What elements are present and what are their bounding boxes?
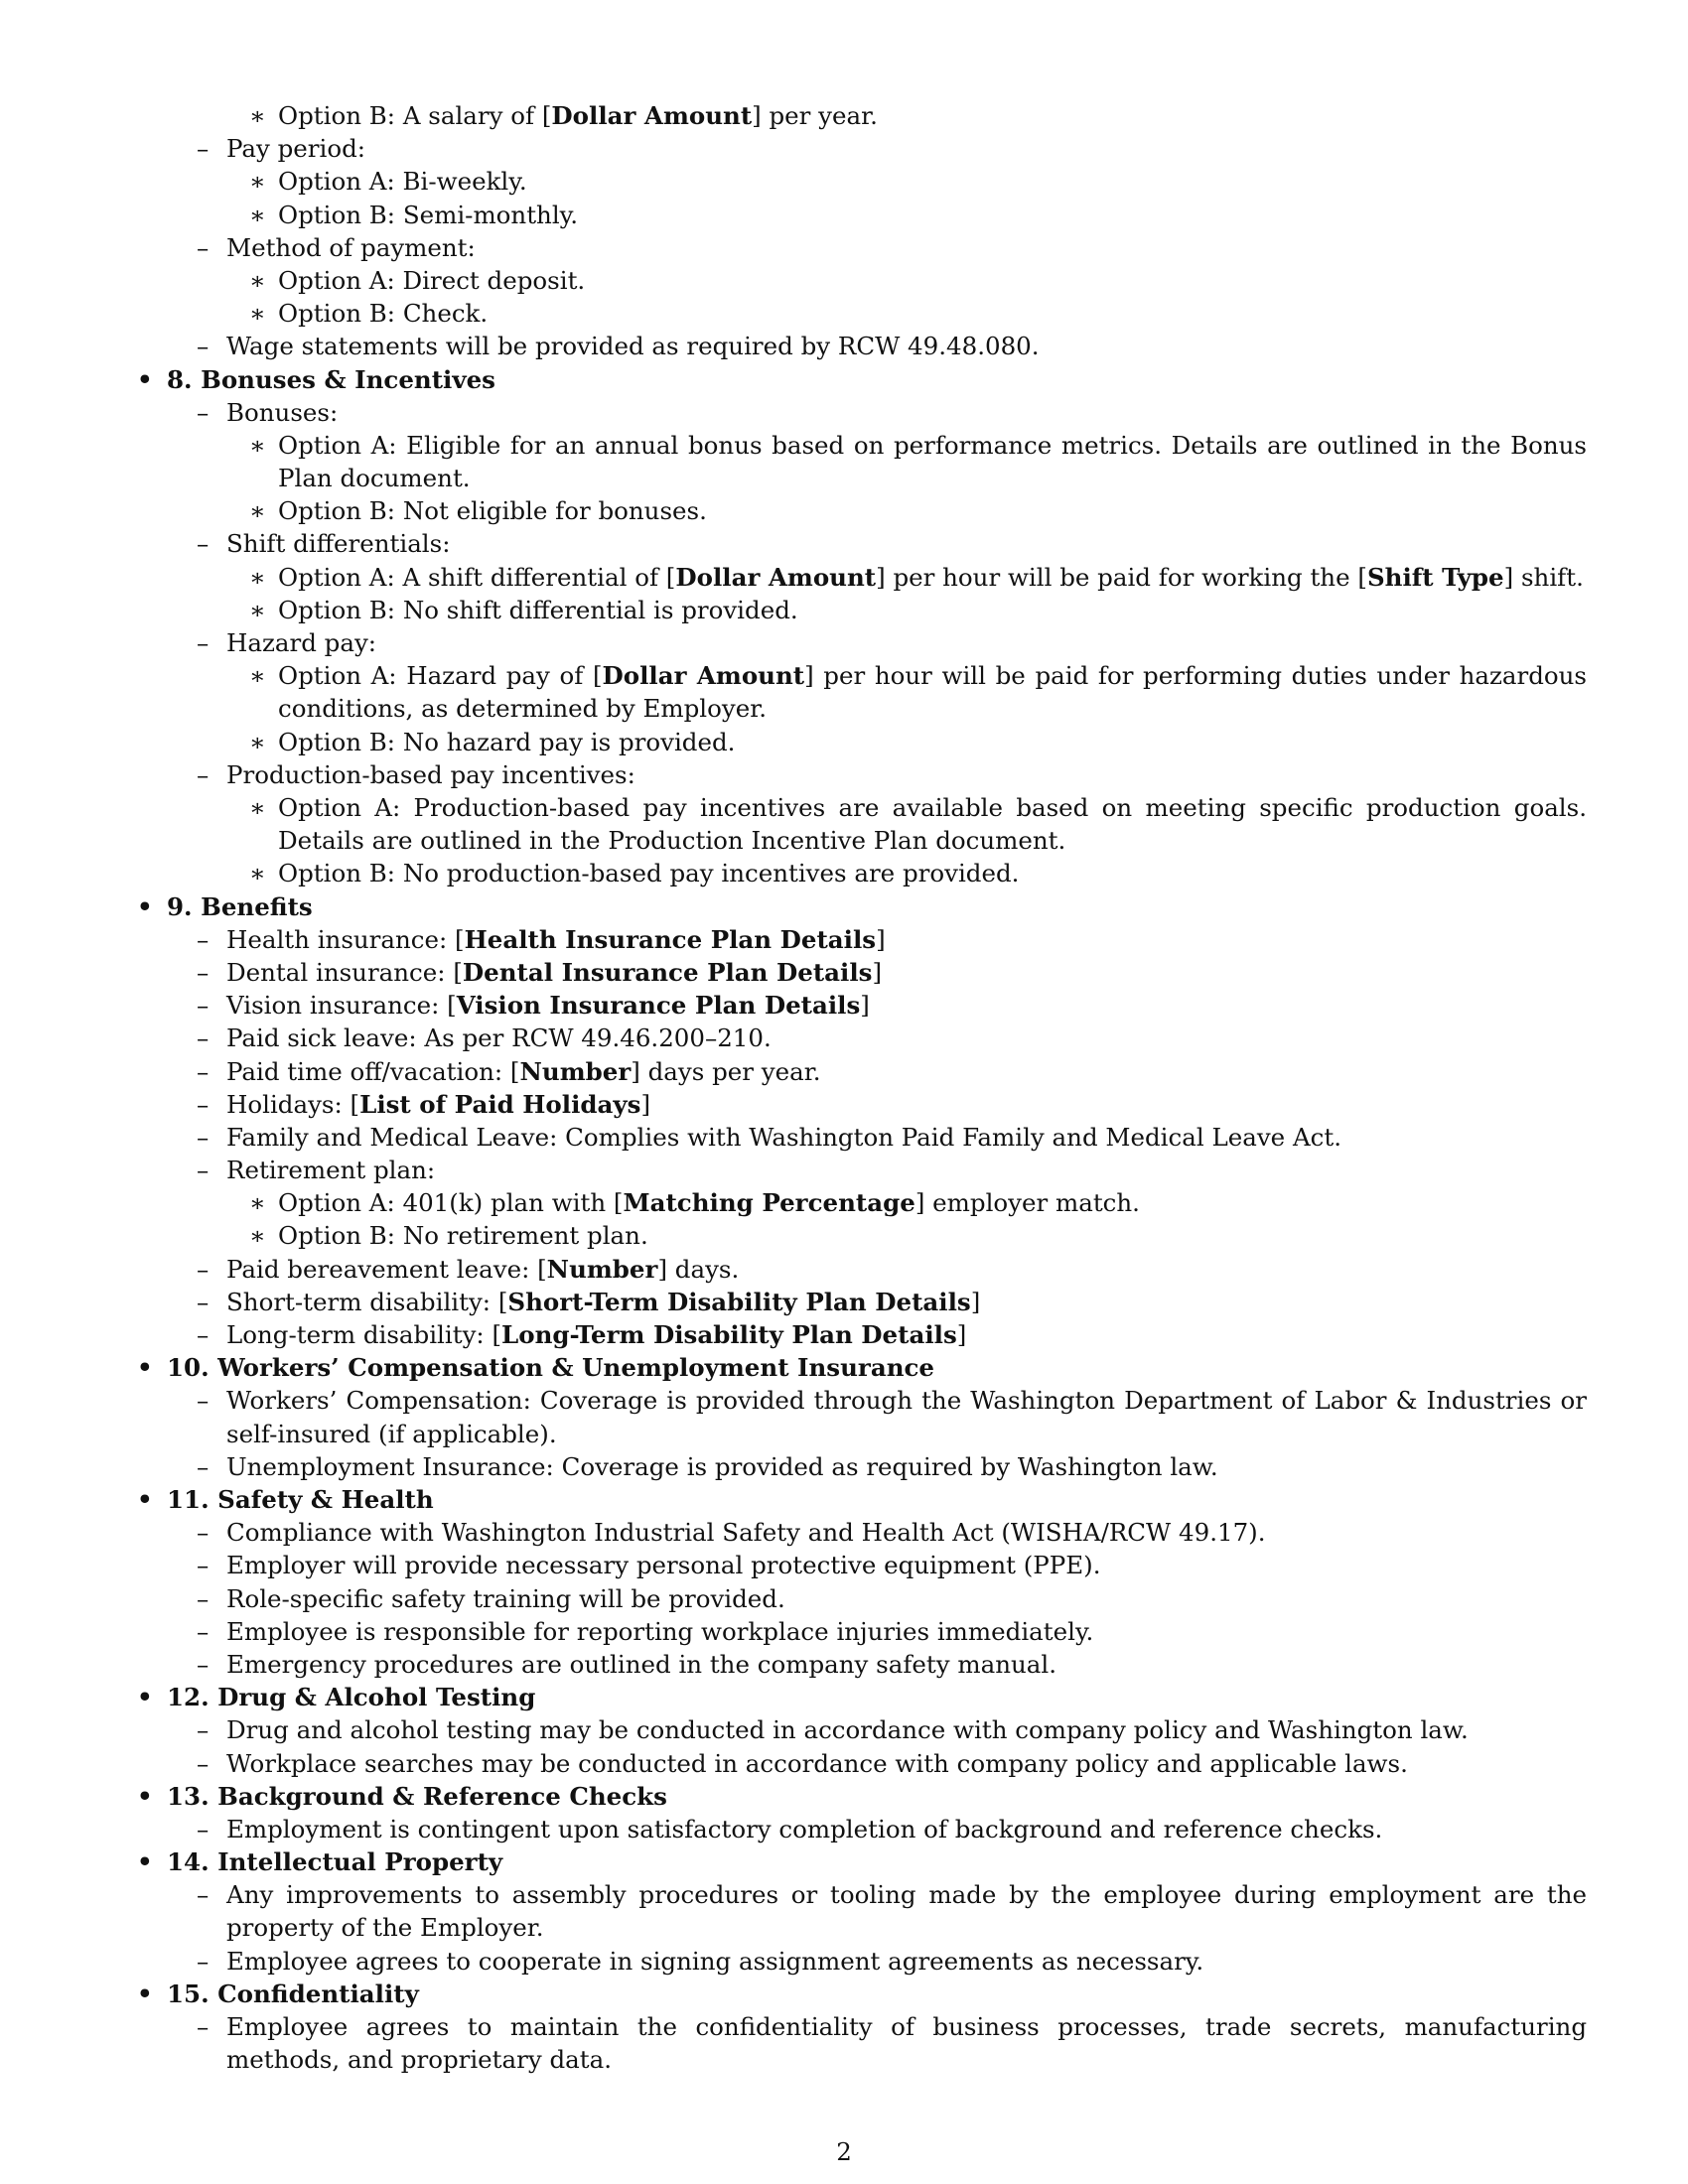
dash-marker: – [197,924,210,954]
ip-item: – Any improvements to assembly procedures or tooling made by the employee during employment are the property of the Employer. [197,1880,1587,1943]
payment-method-option-b: ∗ Option B: Check. [0,297,1587,330]
dash-marker: – [197,2012,210,2042]
section-9-heading: • 9. Benefits [0,890,1587,923]
bonuses-label: – Bonuses: [0,396,1587,429]
bullet-marker: • [137,1847,153,1877]
star-marker: ∗ [249,595,266,624]
section-13-heading: • 13. Background & Reference Checks [0,1780,1587,1813]
star-marker: ∗ [249,265,266,295]
salary-option-b: ∗ Option B: A salary of [Dollar Amount] per year. [0,99,1587,132]
dash-marker: – [197,1386,210,1416]
star-marker: ∗ [249,562,266,592]
vision-insurance-item: – Vision insurance: [Vision Insurance Plan Details] [0,989,1587,1022]
payment-method-label: – Method of payment: [0,231,1587,264]
dash-marker: – [197,628,210,658]
dash-marker: – [197,1254,210,1284]
document-body [0,99,1688,2076]
bonuses-option-b: ∗ Option B: Not eligible for bonuses. [0,494,1587,527]
page-number: 2 [836,2137,852,2166]
dash-marker: – [197,991,210,1021]
production-incentives-label: – Production-based pay incentives: [0,758,1587,791]
safety-item: – Employer will provide necessary personal protective equipment (PPE). [0,1549,1587,1581]
star-marker: ∗ [249,200,266,229]
dental-insurance-item: – Dental insurance: [Dental Insurance Plan Details] [0,956,1587,989]
family-leave-item: – Family and Medical Leave: Complies with Washington Paid Family and Medical Leave Act. [0,1121,1587,1154]
drug-testing-item: – Workplace searches may be conducted in accordance with company policy and applicable laws. [0,1747,1587,1780]
dash-marker: – [197,1748,210,1778]
star-marker: ∗ [249,167,266,197]
star-marker: ∗ [249,101,266,130]
dash-marker: – [197,1715,210,1745]
retirement-option-a: ∗ Option A: 401(k) plan with [Matching Percentage] employer match. [0,1186,1587,1219]
safety-item: – Role-specific safety training will be provided. [0,1582,1587,1615]
star-marker: ∗ [249,793,266,822]
dash-marker: – [197,397,210,427]
bereavement-item: – Paid bereavement leave: [Number] days. [0,1253,1587,1286]
star-marker: ∗ [249,430,266,460]
production-option-b: ∗ Option B: No production-based pay incentives are provided. [0,857,1587,889]
production-option-a: ∗ Option A: Production-based pay incentives are available based on meeting specific production goals. Details are outlined in the Production Incentive Plan document. [249,793,1587,856]
bonuses-option-a: ∗ Option A: Eligible for an annual bonus based on performance metrics. Details are outlined in the Bonus Plan document. [249,430,1587,493]
dash-marker: – [197,1946,210,1976]
retirement-plan-label: – Retirement plan: [0,1154,1587,1186]
dash-marker: – [197,759,210,789]
dash-marker: – [197,1518,210,1548]
payment-method-option-a: ∗ Option A: Direct deposit. [0,264,1587,297]
health-insurance-item: – Health insurance: [Health Insurance Plan Details] [0,923,1587,956]
dash-marker: – [197,1287,210,1316]
star-marker: ∗ [249,1221,266,1251]
dash-marker: – [197,1814,210,1843]
background-check-item: – Employment is contingent upon satisfactory completion of background and reference checks. [0,1813,1587,1845]
section-15-heading: • 15. Confidentiality [0,1978,1587,2010]
section-8-heading: • 8. Bonuses & Incentives [0,363,1587,396]
bullet-marker: • [137,1979,153,2008]
dash-marker: – [197,1451,210,1481]
hazard-option-b: ∗ Option B: No hazard pay is provided. [0,726,1587,758]
dash-marker: – [197,1122,210,1152]
section-11-heading: • 11. Safety & Health [0,1483,1587,1516]
star-marker: ∗ [249,859,266,888]
ip-item: – Employee agrees to cooperate in signing assignment agreements as necessary. [0,1945,1587,1978]
dash-marker: – [197,1649,210,1679]
dash-marker: – [197,1320,210,1350]
bullet-marker: • [137,1485,153,1514]
pay-period-option-a: ∗ Option A: Bi-weekly. [0,165,1587,198]
safety-item: – Emergency procedures are outlined in the company safety manual. [0,1648,1587,1681]
bullet-marker: • [137,1683,153,1712]
dash-marker: – [197,1616,210,1646]
star-marker: ∗ [249,299,266,329]
short-term-disability-item: – Short-term disability: [Short-Term Disability Plan Details] [0,1286,1587,1318]
hazard-option-a: ∗ Option A: Hazard pay of [Dollar Amount] per hour will be paid for performing duties under hazardous conditions, as determined by Employer. [249,661,1587,724]
dash-marker: – [197,1583,210,1613]
dash-marker: – [197,1056,210,1086]
dash-marker: – [197,232,210,262]
long-term-disability-item: – Long-term disability: [Long-Term Disability Plan Details] [0,1318,1587,1351]
dash-marker: – [197,332,210,361]
unemployment-item: – Unemployment Insurance: Coverage is provided as required by Washington law. [0,1450,1587,1483]
bullet-marker: • [137,1353,153,1383]
pay-period-option-b: ∗ Option B: Semi-monthly. [0,199,1587,231]
star-marker: ∗ [249,1188,266,1218]
workers-comp-item: – Workers’ Compensation: Coverage is provided through the Washington Department of Labor & Industries or self-insured (if applicable). [197,1386,1587,1448]
bullet-marker: • [137,891,153,921]
star-marker: ∗ [249,727,266,756]
dash-marker: – [197,1551,210,1580]
safety-item: – Compliance with Washington Industrial Safety and Health Act (WISHA/RCW 49.17). [0,1516,1587,1549]
star-marker: ∗ [249,496,266,526]
confidentiality-item: – Employee agrees to maintain the confidentiality of business processes, trade secrets, manufacturing methods, and proprietary data. [197,2012,1587,2075]
bullet-marker: • [137,364,153,394]
section-10-heading: • 10. Workers’ Compensation & Unemployment Insurance [0,1351,1587,1384]
section-12-heading: • 12. Drug & Alcohol Testing [0,1681,1587,1713]
drug-testing-item: – Drug and alcohol testing may be conducted in accordance with company policy and Washington law. [0,1713,1587,1746]
pay-period-label: – Pay period: [0,132,1587,165]
dash-marker: – [197,1089,210,1119]
dash-marker: – [197,1880,210,1910]
wage-statements-item: – Wage statements will be provided as required by RCW 49.48.080. [0,330,1587,362]
dash-marker: – [197,1156,210,1185]
sick-leave-item: – Paid sick leave: As per RCW 49.46.200–210. [0,1022,1587,1054]
dash-marker: – [197,529,210,559]
pto-item: – Paid time off/vacation: [Number] days per year. [0,1055,1587,1088]
dash-marker: – [197,957,210,987]
shift-option-b: ∗ Option B: No shift differential is provided. [0,594,1587,626]
shift-differentials-label: – Shift differentials: [0,527,1587,560]
shift-option-a: ∗ Option A: A shift differential of [Dollar Amount] per hour will be paid for working the [Shift Type] shift. [0,561,1587,594]
safety-item: – Employee is responsible for reporting workplace injuries immediately. [0,1615,1587,1648]
retirement-option-b: ∗ Option B: No retirement plan. [0,1219,1587,1252]
section-14-heading: • 14. Intellectual Property [0,1845,1587,1878]
star-marker: ∗ [249,661,266,691]
holidays-item: – Holidays: [List of Paid Holidays] [0,1088,1587,1121]
dash-marker: – [197,1024,210,1053]
bullet-marker: • [137,1781,153,1811]
dash-marker: – [197,134,210,164]
hazard-pay-label: – Hazard pay: [0,626,1587,659]
